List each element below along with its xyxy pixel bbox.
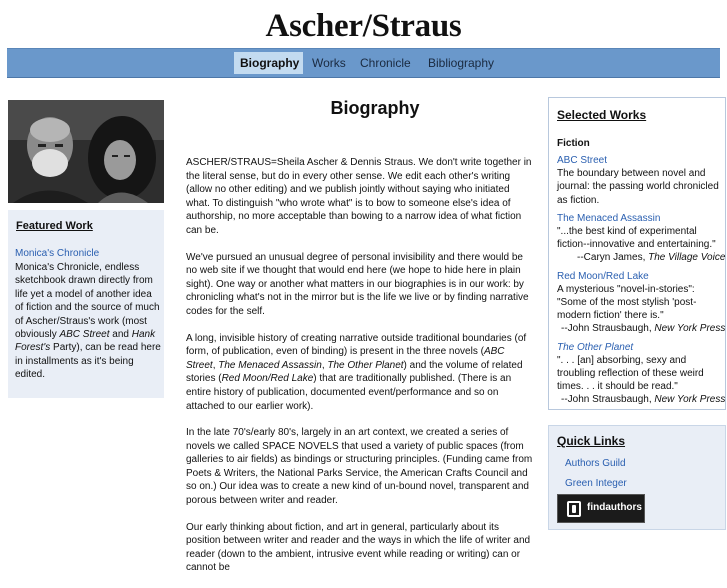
author-photo	[8, 100, 164, 203]
quote-attribution: --John Strausbaugh, New York Press	[561, 323, 726, 335]
bio-paragraph: ASCHER/STRAUS=Sheila Ascher & Dennis Straus. We don't write together in the literal sense, but do in every other sense. We edit each other's writing (allow no other editing) and we publish jointly without saying who initiated what. To distinguish "who wrote what" is to bow to someone else's idea of authorship, no more acceptable than bowing to a narrow idea of what fiction can be.	[186, 157, 532, 236]
featured-work-link[interactable]: Monica's Chronicle	[15, 248, 100, 259]
quote-attribution: --John Strausbaugh, New York Press	[561, 394, 726, 406]
list-item	[557, 212, 727, 265]
list-item	[557, 270, 727, 336]
featured-work-panel	[8, 210, 164, 398]
work-link-other-planet[interactable]: The Other Planet	[557, 341, 634, 353]
selected-works-title: Selected Works	[557, 108, 647, 122]
quick-links-title: Quick Links	[557, 434, 626, 448]
quote-attribution: --Caryn James, The Village Voice	[577, 252, 726, 264]
page-title: Biography	[330, 98, 420, 118]
quick-link-green-integer[interactable]: Green Integer	[565, 478, 627, 489]
featured-work-description: Monica's Chronicle, endless sketchbook drawn directly from life yet a model of another idea of fiction and the source of much of Ascher/Straus's work (most obviously ABC Street and Hank Forest's Party), can be read here in installments as it's being edited.	[15, 262, 161, 381]
work-description: The boundary between novel and journal: the passing world chronicled as fiction.	[557, 168, 719, 206]
work-quote: A mysterious "novel-in-stories": "Some of the most stylish 'post-modern fiction' there is."	[557, 283, 697, 322]
bio-paragraph: A long, invisible history of creating narrative outside traditional boundaries (of form, of publication, even of binding) is present in the three novels (ABC Street, The Menaced Assassin, The Other Planet) and the volume of related stories (Red Moon/Red Lake) that are traditionally published. (There is an entire history of publication, documented event/performance and so on attached to our earlier work).	[186, 332, 527, 412]
author-photo-image	[8, 100, 164, 203]
left-column	[8, 100, 164, 203]
featured-work-title: Featured Work	[16, 220, 93, 232]
list-item	[557, 341, 727, 407]
nav-biography[interactable]: Biography	[234, 52, 303, 74]
nav-works[interactable]: Works	[312, 56, 346, 70]
nav-chronicle[interactable]: Chronicle	[360, 56, 411, 70]
work-link-menaced-assassin[interactable]: The Menaced Assassin	[557, 212, 661, 224]
findauthors-icon	[567, 501, 581, 517]
nav-bibliography[interactable]: Bibliography	[427, 56, 495, 70]
bio-paragraph: Our early thinking about fiction, and art in general, particularly about its position between writer and reader and the ways in which the life of writer and reader (down to the ambient, intrusive event while reading or writing) can or cannot be	[186, 521, 531, 574]
list-item	[557, 154, 727, 207]
findauthors-badge[interactable]	[557, 494, 645, 523]
site-title: Ascher/Straus	[265, 8, 462, 44]
fiction-heading: Fiction	[557, 138, 590, 149]
main-nav	[7, 48, 720, 78]
work-link-abc-street[interactable]: ABC Street	[557, 155, 608, 166]
bio-paragraph: We've pursued an unusual degree of personal invisibility and there would be no web site if we thought that would end here (we hope to hide here in plain sight). One way or another what matters in our biographies is in our work: by chronicling what's not in the mirror but is the life we live or by finding narrative codes for the self.	[186, 251, 529, 317]
work-quote: ". . . [an] absorbing, sexy and troubling reflection of these weird times. . . it should be read."	[557, 354, 704, 393]
quick-links-panel	[548, 425, 726, 530]
quick-link-authors-guild[interactable]: Authors Guild	[565, 458, 626, 469]
findauthors-label: findauthors	[587, 502, 642, 513]
selected-works-list	[557, 154, 727, 412]
work-link-red-moon-red-lake[interactable]: Red Moon/Red Lake	[557, 270, 649, 282]
bio-paragraph: In the late 70's/early 80's, largely in an art context, we created a series of novels we called SPACE NOVELS that used a variety of public spaces (from galleries to air fields) as bindings or structuring principles. (Funding came from Poets & Writers, the National Parks Service, the American Crafts Council and so on.) Our idea was to create a new kind of un-bound novel, transparent and porous between writer and reader.	[186, 427, 533, 507]
biography-text	[186, 156, 534, 588]
selected-works-panel	[548, 97, 726, 410]
work-quote: "...the best kind of experimental fiction--innovative and entertaining."	[557, 226, 716, 251]
